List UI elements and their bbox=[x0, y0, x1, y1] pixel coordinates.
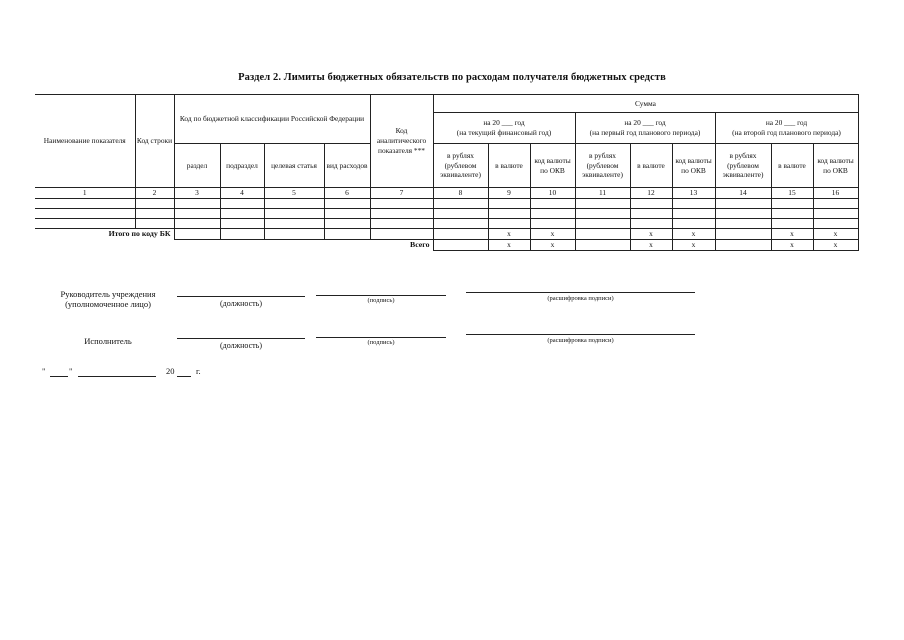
col-num: 16 bbox=[813, 188, 858, 199]
x-mark: x bbox=[630, 229, 672, 240]
header-rub-3: в рублях (рублевом эквиваленте) bbox=[715, 144, 771, 188]
header-subsection: подраздел bbox=[220, 144, 264, 188]
x-mark: x bbox=[771, 229, 813, 240]
header-year-first-plan: на 20 ___ год (на первый год планового периода) bbox=[575, 113, 715, 144]
signature-line bbox=[316, 337, 446, 338]
col-num: 1 bbox=[35, 188, 135, 199]
signature-line bbox=[316, 295, 446, 296]
header-bk-code: Код по бюджетной классификации Российской Федерации bbox=[174, 95, 370, 144]
header-rub-2: в рублях (рублевом эквиваленте) bbox=[575, 144, 630, 188]
col-num: 12 bbox=[630, 188, 672, 199]
header-rub-1: в рублях (рублевом эквиваленте) bbox=[433, 144, 488, 188]
position-caption: (должность) bbox=[220, 341, 262, 350]
col-num: 5 bbox=[264, 188, 324, 199]
header-currency-2: в валюте bbox=[630, 144, 672, 188]
decode-caption: (расшифровка подписи) bbox=[547, 295, 614, 302]
header-section: раздел bbox=[174, 144, 220, 188]
executor-label: Исполнитель bbox=[84, 336, 132, 346]
decode-line bbox=[466, 334, 695, 335]
header-year-second-plan: на 20 ___ год (на второй год планового периода) bbox=[715, 113, 858, 144]
header-sum: Сумма bbox=[433, 95, 858, 113]
col-num: 13 bbox=[672, 188, 715, 199]
table-row bbox=[35, 219, 858, 229]
col-num: 9 bbox=[488, 188, 530, 199]
grand-total-label: Всего bbox=[410, 240, 430, 250]
x-mark: x bbox=[672, 240, 715, 251]
decode-line bbox=[466, 292, 695, 293]
x-mark: x bbox=[813, 240, 858, 251]
col-num: 8 bbox=[433, 188, 488, 199]
header-okv-3: код валюты по ОКВ bbox=[813, 144, 858, 188]
header-okv-1: код валюты по ОКВ bbox=[530, 144, 575, 188]
date-year-line bbox=[177, 376, 191, 377]
date-month-line bbox=[78, 376, 156, 377]
total-bk-label: Итого по коду БК bbox=[108, 229, 171, 238]
x-mark: x bbox=[630, 240, 672, 251]
x-mark: x bbox=[530, 240, 575, 251]
position-caption: (должность) bbox=[220, 299, 262, 308]
head-label: Руководитель учреждения (уполномоченное лицо) bbox=[60, 289, 156, 309]
position-line bbox=[177, 338, 305, 339]
table-row bbox=[35, 209, 858, 219]
col-num: 14 bbox=[715, 188, 771, 199]
header-row-code: Код строки bbox=[135, 95, 174, 188]
col-num: 7 bbox=[370, 188, 433, 199]
header-expense-type: вид расходов bbox=[324, 144, 370, 188]
header-okv-2: код валюты по ОКВ bbox=[672, 144, 715, 188]
x-mark: x bbox=[672, 229, 715, 240]
header-currency-1: в валюте bbox=[488, 144, 530, 188]
col-num: 2 bbox=[135, 188, 174, 199]
x-mark: x bbox=[813, 229, 858, 240]
col-num: 4 bbox=[220, 188, 264, 199]
x-mark: x bbox=[488, 240, 530, 251]
grand-total-row bbox=[35, 240, 858, 251]
limits-table bbox=[35, 94, 859, 251]
decode-caption: (расшифровка подписи) bbox=[547, 337, 614, 344]
x-mark: x bbox=[530, 229, 575, 240]
col-num: 10 bbox=[530, 188, 575, 199]
col-num: 11 bbox=[575, 188, 630, 199]
col-num: 3 bbox=[174, 188, 220, 199]
signature-caption: (подпись) bbox=[367, 339, 395, 346]
header-currency-3: в валюте bbox=[771, 144, 813, 188]
header-target: целевая статья bbox=[264, 144, 324, 188]
date-day-line bbox=[50, 376, 68, 377]
header-analytic-code: Код аналитического показателя *** bbox=[370, 95, 433, 188]
date-year-prefix: 20 bbox=[166, 366, 175, 376]
x-mark: x bbox=[488, 229, 530, 240]
col-num: 6 bbox=[324, 188, 370, 199]
x-mark: x bbox=[771, 240, 813, 251]
header-name: Наименование показателя bbox=[35, 95, 135, 188]
date-year-suffix: г. bbox=[196, 366, 201, 376]
header-year-current: на 20 ___ год (на текущий финансовый год) bbox=[433, 113, 575, 144]
date-quote-open: " bbox=[42, 366, 46, 376]
section-title: Раздел 2. Лимиты бюджетных обязательств по расходам получателя бюджетных средств bbox=[238, 72, 666, 83]
date-quote-close: " bbox=[69, 366, 73, 376]
total-bk-row bbox=[35, 229, 858, 240]
table-row bbox=[35, 199, 858, 209]
col-num: 15 bbox=[771, 188, 813, 199]
position-line bbox=[177, 296, 305, 297]
column-number-row bbox=[35, 188, 858, 199]
signature-caption: (подпись) bbox=[367, 297, 395, 304]
